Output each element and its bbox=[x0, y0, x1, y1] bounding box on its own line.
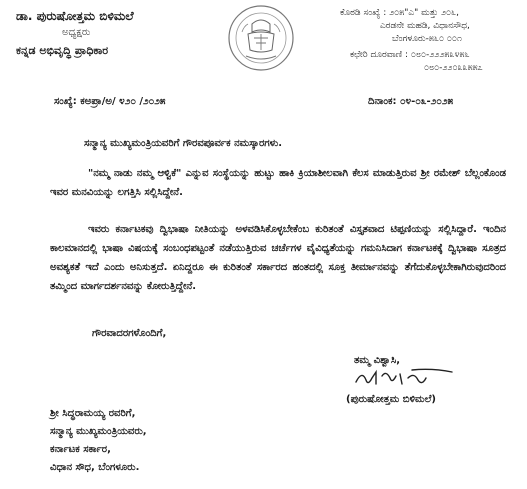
address-line: ಬೆಂಗಳೂರು-೫೬೦ ೦೦೧ bbox=[392, 34, 462, 44]
letterhead-office: ಕನ್ನಡ ಅಭಿವೃದ್ಧಿ ಪ್ರಾಧಿಕಾರ bbox=[16, 44, 109, 57]
signatory-name: (ಪುರುಷೋತ್ತಮ ಬಿಳಿಮಲೆ) bbox=[346, 394, 436, 405]
recipient-line: ವಿಧಾನ ಸೌಧ, ಬೆಂಗಳೂರು. bbox=[50, 462, 140, 473]
address-line: ಎರಡನೇ ಮಹಡಿ, ವಿಧಾನಸೌಧ, bbox=[380, 21, 470, 31]
closing: ಗೌರವಾದರಗಳೊಂದಿಗೆ, bbox=[92, 328, 167, 339]
recipient-line: ಶ್ರೀ ಸಿದ್ಧರಾಮಯ್ಯ ರವರಿಗೆ, bbox=[50, 408, 136, 419]
reference-date: ದಿನಾಂಕ: ೦೪-೦೩-೨೦೨೫ bbox=[368, 96, 454, 107]
salutation: ಸನ್ಮಾನ್ಯ ಮುಖ್ಯಮಂತ್ರಿಯವರಿಗೆ ಗೌರವಪೂರ್ವಕ ನಮಸ್ಕಾರಗಳು. bbox=[84, 138, 283, 149]
address-line: ೦೮೦-೨೨೦೩೩೫೫೭ bbox=[424, 63, 483, 73]
recipient-line: ಕರ್ನಾಟಕ ಸರ್ಕಾರ, bbox=[50, 444, 111, 455]
address-line: ಕೊಠಡಿ ಸಂಖ್ಯೆ : ೨೦೫"ಎ" ಮತ್ತು ೨೦೬, bbox=[340, 8, 459, 18]
address-line: ಕಛೇರಿ ದೂರವಾಣಿ : ೦೮೦-೨೨೨೫೩೪೫೬ bbox=[350, 50, 470, 60]
body-paragraph: "ನಮ್ಮ ನಾಡು ನಮ್ಮ ಆಳ್ವಿಕೆ" ಎನ್ನುವ ಸಂಸ್ಥೆಯನ್ನು ಹುಟ್ಟು ಹಾಕಿ ಕ್ರಿಯಾಶೀಲವಾಗಿ ಕೆಲಸ ಮಾಡುತ್ತಿರುವ ಶ್ರೀ ರಮೇಶ್ ಬೆಲ್ಲಂಕೊಂಡ ಇವರ ಮನವಿಯನ್ನು ಲಗತ್ತಿಸಿ ಸಲ್ಲಿಸಿದ್ದೇನೆ. bbox=[50, 168, 506, 198]
body-paragraph: ಇವರು ಕರ್ನಾಟಕವು ದ್ವಿಭಾಷಾ ನೀತಿಯನ್ನು ಅಳವಡಿಸಿಕೊಳ್ಳಬೇಕೆಂಬ ಕುರಿತಂತೆ ವಿಸ್ತೃತವಾದ ಟಿಪ್ಪಣಿಯನ್ನು ಸಲ್ಲಿಸಿದ್ದಾರೆ. ಇಂದಿನ ಕಾಲಮಾನದಲ್ಲಿ ಭಾಷಾ ವಿಷಯಕ್ಕೆ ಸಂಬಂಧಪಟ್ಟಂತೆ ನಡೆಯುತ್ತಿರುವ ಚರ್ಚೆಗಳ ವೈವಿಧ್ಯತೆಯನ್ನು ಗಮನಿಸಿದಾಗ ಕರ್ನಾಟಕಕ್ಕೆ ದ್ವಿಭಾಷಾ ಸೂತ್ರದ ಅವಶ್ಯಕತೆ ಇದೆ ಎಂದು ಅನಿಸುತ್ತದೆ. ಏನಿದ್ದರೂ ಈ ಕುರಿತಂತೆ ಸರ್ಕಾರದ ಹಂತದಲ್ಲಿ ಸೂಕ್ತ ತೀರ್ಮಾನವನ್ನು ತೆಗೆದುಕೊಳ್ಳಬೇಕಾಗಿರುವುದರಿಂದ ತಮ್ಮಿಂದ ಮಾರ್ಗದರ್ಶನವನ್ನು ಕೋರುತ್ತಿದ್ದೇನೆ. bbox=[50, 224, 506, 292]
recipient-line: ಸನ್ಮಾನ್ಯ ಮುಖ್ಯಮಂತ್ರಿಯವರು, bbox=[50, 426, 147, 437]
letterhead-name: ಡಾ. ಪುರುಷೋತ್ತಮ ಬಿಳಿಮಲೆ bbox=[16, 9, 134, 23]
reference-number: ಸಂಖ್ಯೆ: ಕಅಪ್ರಾ/ಅ/ ೪೨೦ /೨೦೨೫ bbox=[54, 96, 166, 107]
signature-yours: ತಮ್ಮ ವಿಶ್ವಾಸಿ, bbox=[354, 355, 401, 366]
letterhead-title: ಅಧ್ಯಕ್ಷರು bbox=[62, 27, 91, 38]
state-emblem-icon bbox=[226, 2, 296, 74]
handwritten-signature-icon bbox=[352, 366, 462, 390]
